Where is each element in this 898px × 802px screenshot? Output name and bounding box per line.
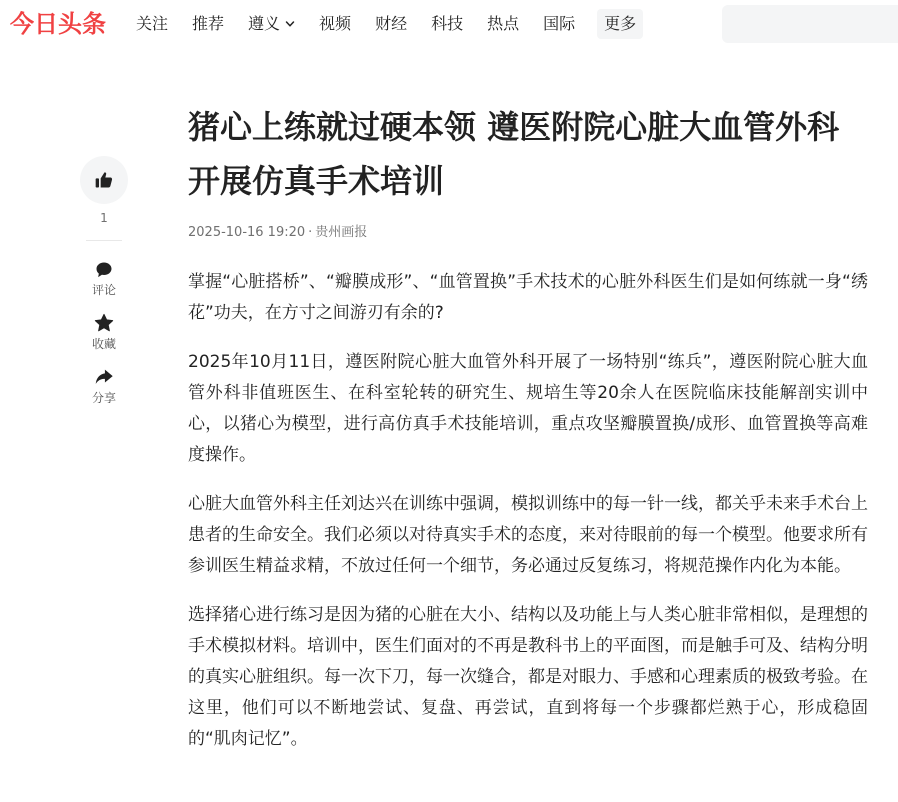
top-navigation-bar — [0, 0, 898, 48]
article-paragraph: 心脏大血管外科主任刘达兴在训练中强调，模拟训练中的每一针一线，都关乎未来手术台上患者的生命安全。我们必须以对待真实手术的态度，来对待眼前的每一个模型。他要求所有参训医生精益求精，不放过任何一个细节，务必通过反复练习，将规范操作内化为本能。 — [188, 494, 868, 576]
collect-button[interactable] — [80, 312, 128, 352]
nav-item-tech[interactable] — [431, 0, 463, 48]
comment-label: 评论 — [91, 283, 116, 297]
nav-item-city-dropdown[interactable] — [248, 0, 295, 48]
nav-item-recommend[interactable] — [192, 0, 224, 48]
article — [188, 100, 868, 773]
side-action-bar — [80, 156, 128, 406]
share-icon — [93, 366, 115, 388]
search-input[interactable] — [722, 5, 898, 43]
thumbs-up-icon — [94, 170, 114, 190]
meta-separator: · — [308, 225, 313, 240]
article-meta — [188, 224, 868, 242]
article-paragraph: 选择猪心进行练习是因为猪的心脏在大小、结构以及功能上与人类心脏非常相似，是理想的手术模拟材料。培训中，医生们面对的不再是教科书上的平面图，而是触手可及、结构分明的真实心脏组织。每一次下刀，每一次缝合，都是对眼力、手感和心理素质的极致考验。在这里，他们可以不断地尝试、复盘、再尝试，直到将每一个步骤都烂熟于心，形成稳固的“肌肉记忆”。 — [188, 605, 868, 749]
chevron-down-icon — [285, 19, 295, 29]
nav-item-video[interactable] — [319, 0, 351, 48]
article-title: 猪心上练就过硬本领 遵医附院心脏大血管外科开展仿真手术培训 — [188, 108, 840, 200]
article-source[interactable]: 贵州画报 — [315, 225, 368, 240]
side-divider — [86, 240, 122, 241]
star-icon — [93, 312, 115, 334]
nav-item-label: 视频 — [319, 14, 352, 33]
site-logo[interactable]: 今日头条 — [10, 10, 106, 38]
share-label: 分享 — [91, 391, 116, 405]
nav-item-label: 国际 — [543, 14, 576, 33]
comment-button[interactable] — [80, 260, 128, 298]
nav-item-finance[interactable] — [375, 0, 407, 48]
nav-item-label: 遵义 — [248, 14, 281, 33]
article-body — [188, 267, 868, 755]
publish-time: 2025-10-16 19:20 — [188, 225, 306, 240]
nav-item-hot[interactable] — [487, 0, 519, 48]
like-button[interactable] — [80, 156, 128, 204]
channel-nav — [136, 0, 643, 48]
share-button[interactable] — [80, 366, 128, 406]
nav-item-follow[interactable] — [136, 0, 168, 48]
collect-label: 收藏 — [91, 337, 116, 351]
nav-item-label: 财经 — [375, 14, 408, 33]
article-paragraph: 2025年10月11日，遵医附院心脏大血管外科开展了一场特别“练兵”，遵医附院心脏大血管外科非值班医生、在科室轮转的研究生、规培生等20余人在医院临床技能解剖实训中心，以猪心为模型，进行高仿真手术技能培训，重点攻坚瓣膜置换/成形、血管置换等高难度操作。 — [188, 352, 868, 465]
nav-item-label: 科技 — [431, 14, 464, 33]
nav-more-button[interactable]: 更多 — [597, 9, 643, 39]
comment-icon — [94, 260, 114, 280]
article-paragraph: 掌握“心脏搭桥”、“瓣膜成形”、“血管置换”手术技术的心脏外科医生们是如何练就一身“绣花”功夫，在方寸之间游刃有余的? — [188, 272, 868, 323]
nav-item-label: 热点 — [487, 14, 520, 33]
nav-item-international[interactable] — [543, 0, 575, 48]
nav-item-label: 推荐 — [192, 14, 225, 33]
like-count: 1 — [100, 211, 108, 225]
nav-item-label: 关注 — [136, 14, 169, 33]
